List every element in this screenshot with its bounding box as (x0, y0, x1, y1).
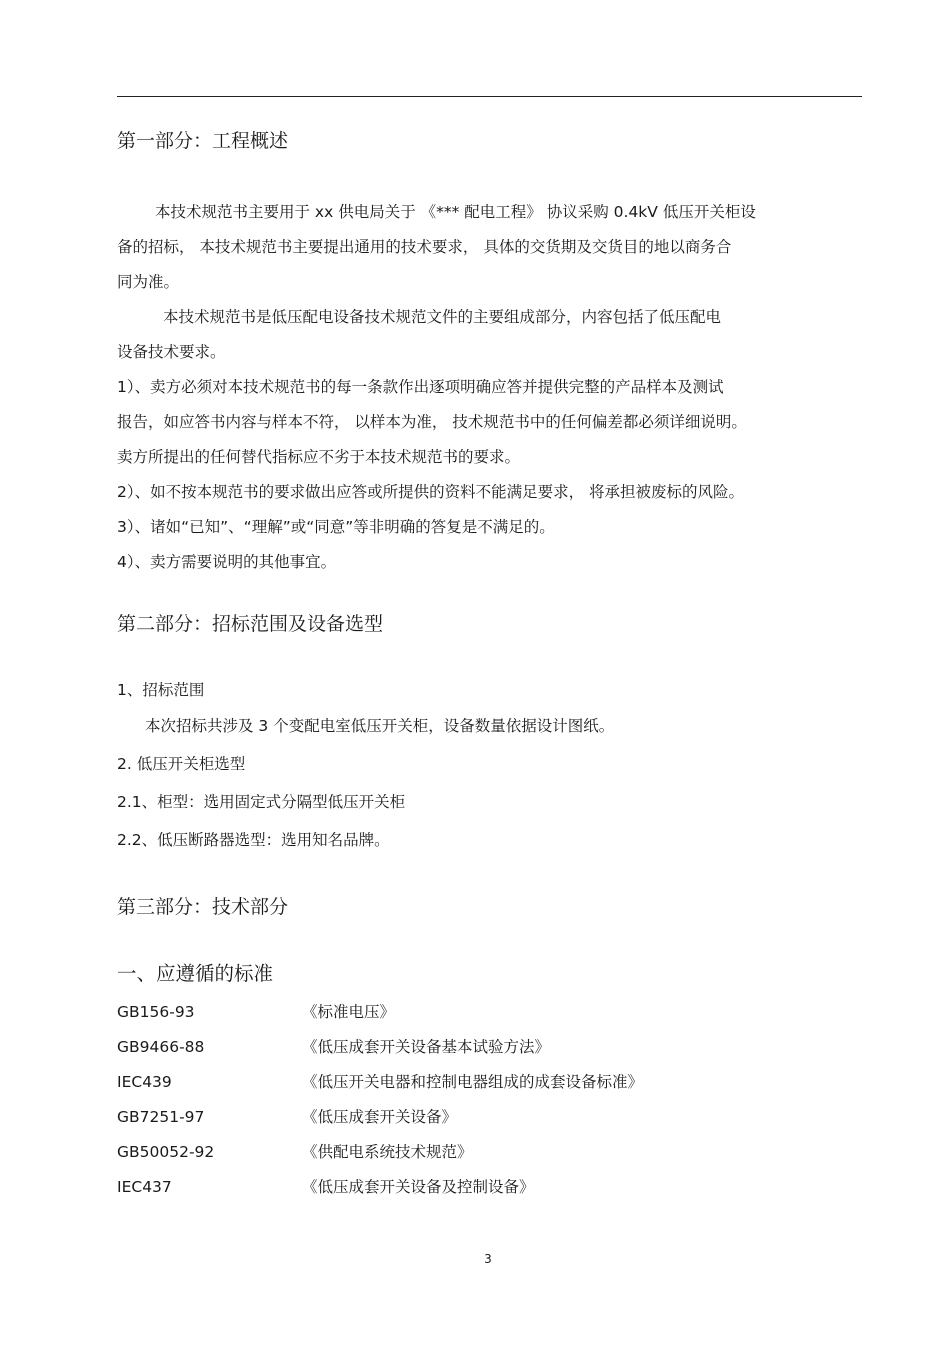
subheading: 1、招标范围 (117, 681, 205, 699)
paragraph-line: 本次招标共涉及 3 个变配电室低压开关柜，设备数量依据设计图纸。 (145, 717, 615, 735)
standard-title: 《低压成套开关设备基本试验方法》 (302, 1038, 551, 1056)
standard-title: 《供配电系统技术规范》 (302, 1143, 473, 1161)
standard-title: 《标准电压》 (302, 1003, 396, 1021)
standard-title: 《低压成套开关设备》 (302, 1108, 458, 1126)
list-item: 报告，如应答书内容与样本不符， 以样本为准， 技术规范书中的任何偏差都必须详细说明。 (117, 413, 747, 431)
paragraph-line: 备的招标， 本技术规范书主要提出通用的技术要求， 具体的交货期及交货目的地以商务合 (117, 238, 732, 256)
standard-title: 《低压开关电器和控制电器组成的成套设备标准》 (302, 1073, 644, 1091)
list-item: 3）、诸如“已知”、“理解”或“同意”等非明确的答复是不满足的。 (117, 518, 555, 536)
list-item: 1）、卖方必须对本技术规范书的每一条款作出逐项明确应答并提供完整的产品样本及测试 (117, 378, 724, 396)
list-item: 2.2、低压断路器选型：选用知名品牌。 (117, 831, 390, 849)
paragraph-line: 本技术规范书是低压配电设备技术规范文件的主要组成部分，内容包括了低压配电 (163, 308, 722, 326)
paragraph-line: 设备技术要求。 (117, 343, 226, 361)
list-item: 2.1、柜型：选用固定式分隔型低压开关柜 (117, 793, 406, 811)
standard-title: 《低压成套开关设备及控制设备》 (302, 1178, 535, 1196)
paragraph-line: 同为准。 (117, 273, 180, 291)
standards-heading: 一、应遵循的标准 (117, 962, 274, 985)
standard-code: IEC437 (117, 1178, 172, 1196)
part1-heading: 第一部分：工程概述 (117, 130, 289, 152)
standard-code: GB9466-88 (117, 1038, 205, 1056)
list-item: 4）、卖方需要说明的其他事宜。 (117, 553, 337, 571)
standard-code: GB156-93 (117, 1003, 195, 1021)
standard-code: IEC439 (117, 1073, 172, 1091)
standard-code: GB50052-92 (117, 1143, 215, 1161)
standard-code: GB7251-97 (117, 1108, 205, 1126)
list-item: 2）、如不按本规范书的要求做出应答或所提供的资料不能满足要求， 将承担被废标的风险。 (117, 483, 745, 501)
paragraph-line: 本技术规范书主要用于 xx 供电局关于 《*** 配电工程》 协议采购 0.4kV 低压开关柜设 (155, 203, 756, 221)
subheading: 2. 低压开关柜选型 (117, 755, 246, 773)
header-rule (117, 96, 862, 97)
list-item: 卖方所提出的任何替代指标应不劣于本技术规范书的要求。 (117, 448, 521, 466)
part3-heading: 第三部分：技术部分 (117, 896, 289, 918)
part2-heading: 第二部分：招标范围及设备选型 (117, 613, 384, 635)
page-number: 3 (484, 1252, 492, 1266)
